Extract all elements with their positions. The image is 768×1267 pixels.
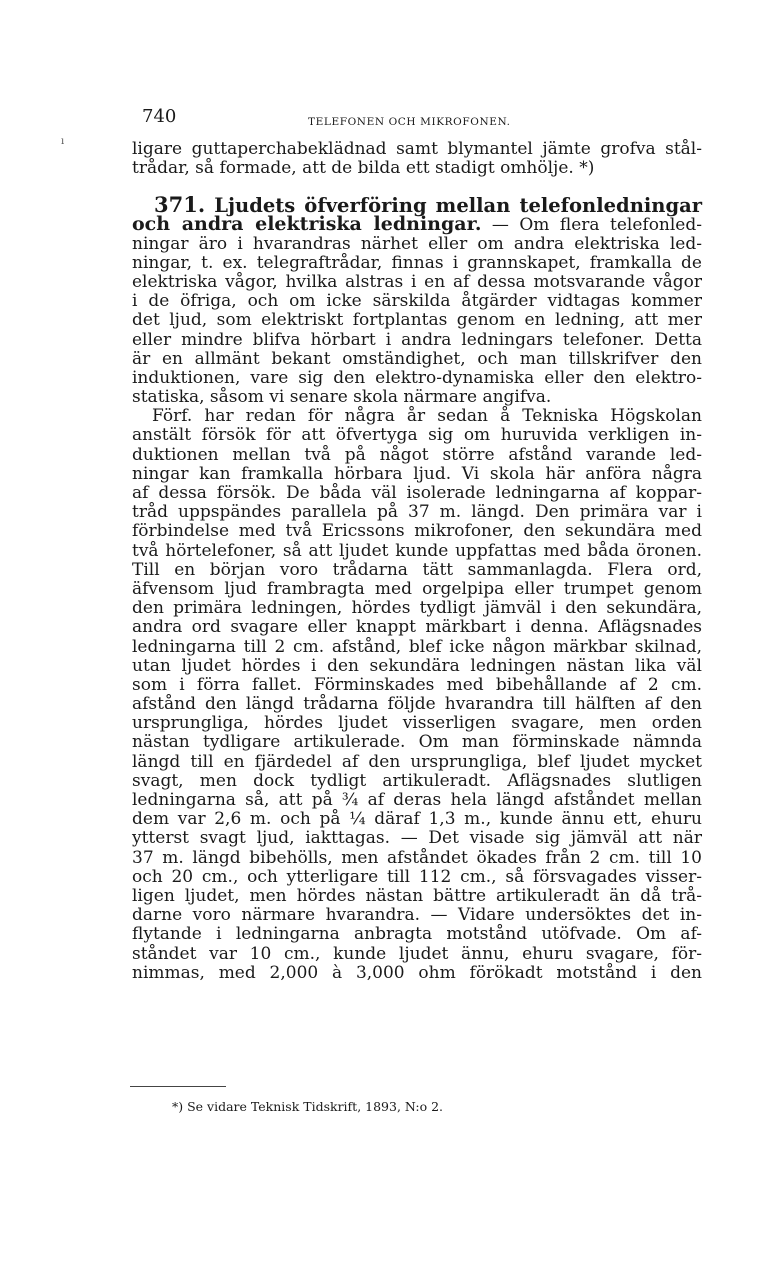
text-line: afstånd den längd trådarna följde hvarandra till hälften af den bbox=[132, 694, 702, 715]
section-heading bbox=[132, 192, 702, 236]
text-line: trådar, så formade, att de bilda ett stadigt omhölje. *) bbox=[132, 158, 595, 179]
text-line: ligen ljudet, men hördes nästan bättre artikuleradt än då trå- bbox=[132, 885, 702, 906]
text-line: Förf. har redan för några år sedan å Tekniska Högskolan bbox=[152, 406, 702, 427]
section-title: Ljudets öfverföring mellan telefonledningar bbox=[214, 194, 702, 218]
text-line: ningar kan framkalla hörbara ljud. Vi skola här anföra några bbox=[132, 463, 702, 484]
text-line: ståndet var 10 cm., kunde ljudet ännu, ehuru svagare, för- bbox=[132, 943, 702, 964]
text-line: Till en början voro trådarna tätt sammanlagda. Flera ord, bbox=[132, 559, 702, 580]
page-header bbox=[132, 100, 702, 130]
text-line: darne voro närmare hvarandra. — Vidare undersöktes det in- bbox=[132, 905, 702, 926]
text-line: 37 m. längd bibehölls, men afståndet ökades från 2 cm. till 10 bbox=[132, 847, 702, 868]
text-line: tråd uppspändes parallela på 37 m. längd. Den primära var i bbox=[132, 502, 702, 523]
section-title-line-2 bbox=[132, 215, 702, 234]
paragraph-2 bbox=[132, 407, 702, 983]
text-line: är en allmänt bekant omständighet, och man tillskrifver den bbox=[132, 348, 702, 369]
section-lead-text: — Om flera telefonled- bbox=[481, 215, 702, 236]
text-line: äfvensom ljud frambragta med orgelpipa eller trumpet genom bbox=[132, 578, 702, 599]
section-number: 371. bbox=[154, 192, 206, 218]
opening-paragraph bbox=[132, 140, 702, 178]
text-line: eller mindre blifva hörbart i andra ledningars telefoner. Detta bbox=[132, 329, 702, 350]
text-line: utan ljudet hördes i den sekundära ledningen nästan lika väl bbox=[132, 655, 702, 676]
page-number: 740 bbox=[142, 106, 177, 127]
text-line: det ljud, som elektriskt fortplantas genom en ledning, att mer bbox=[132, 310, 702, 331]
text-line: ningar, t. ex. telegraftrådar, finnas i grannskapet, framkalla de bbox=[132, 252, 702, 273]
text-line: induktionen, vare sig den elektro-dynamiska eller den elektro- bbox=[132, 367, 702, 388]
text-line: två hörtelefoner, så att ljudet kunde uppfattas med båda öronen. bbox=[132, 540, 702, 561]
text-line: ningar äro i hvarandras närhet eller om andra elektriska led- bbox=[132, 233, 702, 254]
text-line: förbindelse med två Ericssons mikrofoner, den sekundära med bbox=[132, 521, 702, 542]
text-line: af dessa försök. De båda väl isolerade ledningarna af koppar- bbox=[132, 483, 702, 503]
text-line: längd till en fjärdedel af den ursprungliga, blef ljudet mycket bbox=[132, 751, 702, 772]
text-line: ursprungliga, hördes ljudet visserligen svagare, men orden bbox=[132, 713, 702, 734]
page-body bbox=[132, 140, 702, 983]
text-line: ligare guttaperchabeklädnad samt blymantel jämte grofva stål- bbox=[132, 139, 702, 159]
text-line: ytterst svagt ljud, iakttagas. — Det visade sig jämväl att när bbox=[132, 828, 702, 849]
text-line: ledningarna till 2 cm. afstånd, blef icke någon märkbar skilnad, bbox=[132, 636, 702, 657]
text-line: andra ord svagare eller knappt märkbart i denna. Aflägsnades bbox=[132, 617, 702, 638]
text-line: elektriska vågor, hvilka alstras i en af dessa motsvarande vågor bbox=[132, 271, 702, 292]
section-title-continued: och andra elektriska ledningar. bbox=[132, 213, 482, 236]
text-line: i de öfriga, och om icke särskilda åtgärder vidtagas kommer bbox=[132, 291, 702, 312]
text-line: dem var 2,6 m. och på ¼ däraf 1,3 m., kunde ännu ett, ehuru bbox=[132, 809, 702, 830]
footnote-rule bbox=[130, 1086, 226, 1087]
margin-mark: ı bbox=[61, 136, 65, 147]
footnote: *) Se vidare Teknisk Tidskrift, 1893, N:o 2. bbox=[172, 1099, 444, 1114]
text-line: och 20 cm., och ytterligare till 112 cm., så försvagades visser- bbox=[132, 866, 702, 887]
text-line: ledningarna så, att på ¾ af deras hela längd afståndet mellan bbox=[132, 790, 702, 810]
running-head: TELEFONEN OCH MIKROFONEN. bbox=[308, 116, 511, 128]
text-line: statiska, såsom vi senare skola närmare angifva. bbox=[132, 387, 552, 408]
text-line: svagt, men dock tydligt artikuleradt. Aflägsnades slutligen bbox=[132, 770, 702, 791]
text-line: nästan tydligare artikulerade. Om man förminskade nämnda bbox=[132, 732, 702, 753]
text-line: anstält försök för att öfvertyga sig om huruvida verkligen in- bbox=[132, 425, 702, 446]
text-line: som i förra fallet. Förminskades med bibehållande af 2 cm. bbox=[132, 674, 702, 695]
text-line: flytande i ledningarna anbragta motstånd utöfvade. Om af- bbox=[132, 924, 702, 945]
text-line: den primära ledningen, hördes tydligt jämväl i den sekundära, bbox=[132, 598, 702, 619]
text-line: nimmas, med 2,000 à 3,000 ohm förökadt motstånd i den bbox=[132, 962, 702, 983]
paragraph-1 bbox=[132, 235, 702, 408]
section-title-line-1 bbox=[132, 192, 702, 218]
text-line: duktionen mellan två på något större afstånd varande led- bbox=[132, 444, 702, 465]
book-page bbox=[132, 100, 702, 983]
